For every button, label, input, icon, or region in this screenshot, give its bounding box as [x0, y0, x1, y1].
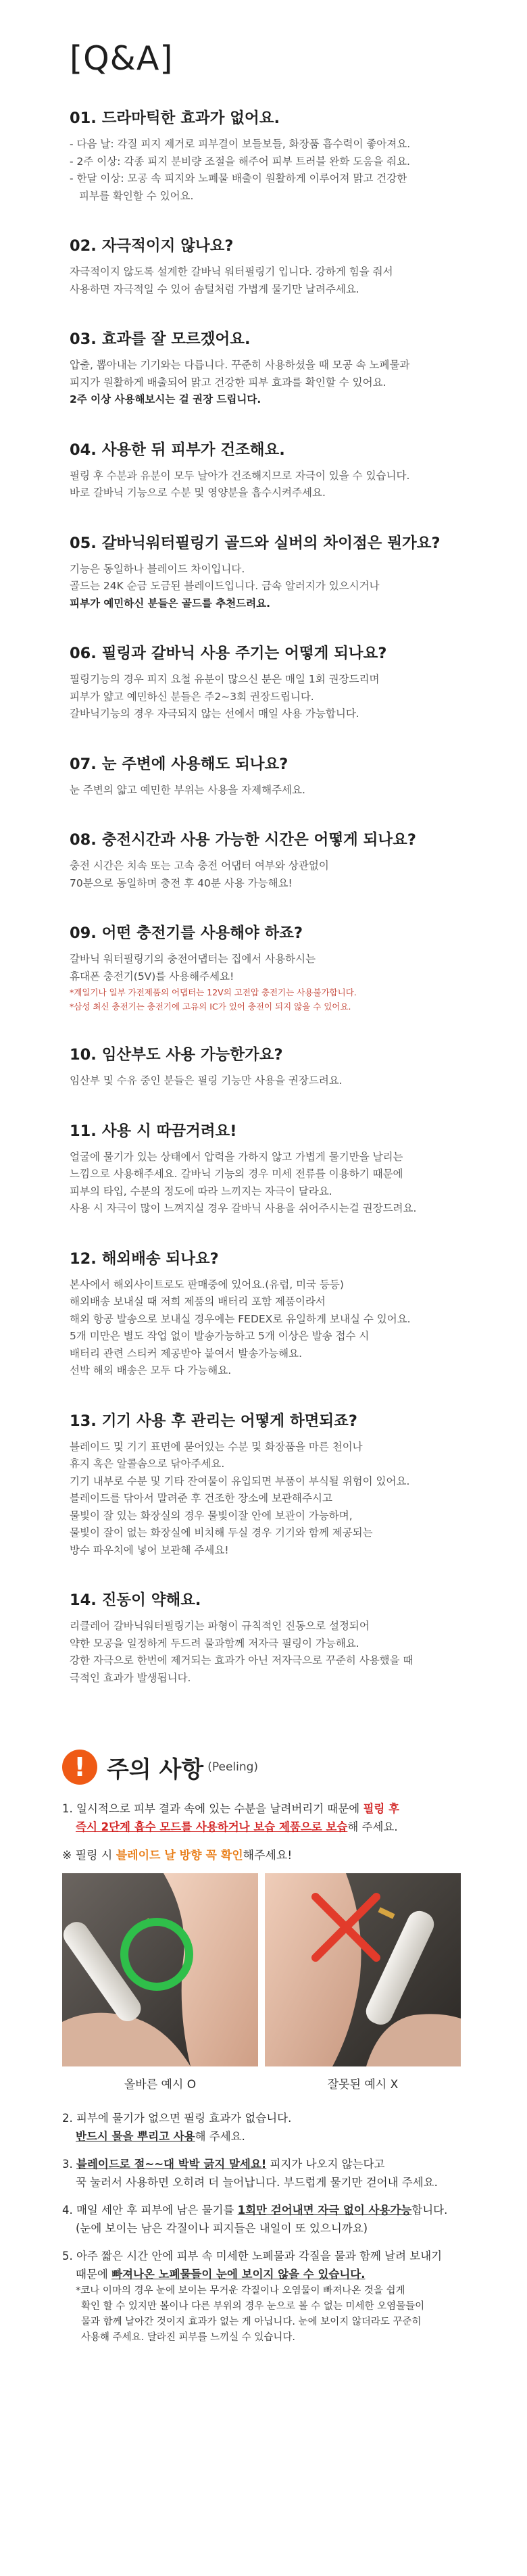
- qa-answer-line: - 한달 이상: 모공 속 피지와 노폐물 배출이 원활하게 이루어져 맑고 건강한: [70, 172, 407, 184]
- qa-item: [70, 1043, 457, 1090]
- correct-example-caption: 올바른 예시 O: [124, 2078, 197, 2091]
- qa-answer: [70, 1618, 457, 1687]
- qa-answer-line: 해외 항공 발송으로 보내실 경우에는 FEDEX로 유일하게 보내실 수 있어요.: [70, 1312, 411, 1325]
- qa-answer-line: 자극적이지 않도록 설계한 갈바닉 워터필링기 입니다. 강하게 힘을 줘서: [70, 266, 393, 278]
- qa-question: 10. 임산부도 사용 가능한가요?: [70, 1046, 283, 1064]
- wrong-example-caption: 잘못된 예시 X: [327, 2078, 399, 2091]
- qa-answer: [70, 782, 457, 799]
- qa-item: [70, 1119, 457, 1218]
- qa-answer-line: 휴대폰 충전기(5V)를 사용해주세요!: [70, 970, 234, 983]
- qa-answer-line: - 다음 날: 각질 피지 제거로 피부결이 보들보들, 화장품 흡수력이 좋아져요.: [70, 138, 411, 150]
- caution-item-1: 1. 일시적으로 피부 결과 속에 있는 수분을 날려버리기 때문에 필링 후 즉시 2단계 흡수 모드를 사용하거나 보습 제품으로 보습해 주세요.: [62, 1802, 400, 1833]
- qa-question: 03. 효과를 잘 모르겠어요.: [70, 330, 251, 348]
- qa-answer-line: 방수 파우치에 넣어 보관해 주세요!: [70, 1543, 229, 1556]
- qa-question: 01. 드라마틱한 효과가 없어요.: [70, 109, 280, 127]
- qa-answer-line: 본사에서 해외사이트로도 판매중에 있어요.(유럽, 미국 등등): [70, 1278, 344, 1291]
- correct-example-illustration: [62, 1873, 258, 2066]
- qa-answer-line: 필링 후 수분과 유분이 모두 날아가 건조해지므로 자극이 있을 수 있습니다.: [70, 469, 410, 482]
- qa-answer-line: 느낌으로 사용해주세요. 갈바닉 기능의 경우 미세 전류를 이용하기 때문에: [70, 1168, 403, 1180]
- qa-question: 12. 해외배송 되나요?: [70, 1249, 219, 1268]
- qa-answer: [70, 951, 457, 1014]
- qa-question: 14. 진동이 약해요.: [70, 1591, 201, 1609]
- qa-answer-line: 블레이드 및 기기 표면에 묻어있는 수분 및 화장품을 마른 천이나: [70, 1440, 363, 1453]
- qa-answer-line: 임산부 및 수유 중인 분들은 필링 기능만 사용을 권장드려요.: [70, 1074, 343, 1087]
- qa-answer-line: 70분으로 동일하며 충전 후 40분 사용 가능해요!: [70, 876, 293, 889]
- qa-answer-line: 휴지 혹은 알콜솜으로 닦아주세요.: [70, 1458, 225, 1470]
- qa-answer-line: 골드는 24K 순금 도금된 블레이드입니다. 금속 알러지가 있으시거나: [70, 580, 380, 592]
- qa-item: [70, 327, 457, 409]
- qa-question: 04. 사용한 뒤 피부가 건조해요.: [70, 441, 285, 459]
- qa-answer: [70, 1277, 457, 1380]
- qa-answer-line: 약한 모공을 일정하게 두드려 물과함께 저자극 필링이 가능해요.: [70, 1637, 359, 1650]
- qa-item: [70, 234, 457, 298]
- photo-captions: [62, 2075, 468, 2091]
- qa-answer: [70, 561, 457, 613]
- qa-item: [70, 1247, 457, 1380]
- qa-question: 13. 기기 사용 후 관리는 어떻게 하면되죠?: [70, 1412, 357, 1430]
- qa-answer: [70, 1439, 457, 1560]
- qa-question: 06. 필링과 갈바닉 사용 주기는 어떻게 되나요?: [70, 645, 387, 662]
- qa-item: [70, 531, 457, 613]
- qa-answer-line: 피부를 확인할 수 있어요.: [79, 189, 194, 202]
- example-photos: [62, 1873, 468, 2066]
- qa-answer-line: 압출, 뽑아내는 기기와는 다릅니다. 꾸준히 사용하셨을 때 모공 속 노폐물과: [70, 359, 410, 371]
- qa-answer-line: - 2주 이상: 각종 피지 분비량 조절을 해주어 피부 트러블 완화 도움을 줘요.: [70, 155, 410, 168]
- wrong-example-photo: [265, 1873, 461, 2066]
- qa-answer: [70, 264, 457, 298]
- qa-answer-line: 눈 주변의 얇고 예민한 부위는 사용을 자제해주세요.: [70, 783, 305, 796]
- caution-header: [62, 1750, 468, 1785]
- qa-answer: [70, 1149, 457, 1218]
- qa-item: [70, 438, 457, 502]
- qa-answer-line: 해외배송 보내실 때 저희 제품의 배터리 포함 제품이라서: [70, 1295, 326, 1308]
- qa-answer-line: 피부의 타입, 수분의 정도에 따라 느끼지는 자극이 달라요.: [70, 1185, 332, 1197]
- qa-title: [Q&A]: [70, 39, 174, 78]
- qa-answer-line: 기능은 동일하나 블레이드 차이입니다.: [70, 562, 245, 575]
- qa-item: [70, 1588, 457, 1687]
- warning-icon: !: [62, 1750, 97, 1785]
- qa-item: [70, 106, 457, 205]
- qa-answer-line: 바로 갈바닉 기능으로 수분 및 영양분을 흡수시켜주세요.: [70, 487, 326, 499]
- qa-answer-line: 필링기능의 경우 피지 요철 유분이 많으신 분은 매일 1회 권장드리며: [70, 673, 380, 685]
- qa-answer-line: 충전 시간은 치속 또는 고속 충전 어댑터 여부와 상관없이: [70, 860, 329, 872]
- qa-list: [70, 106, 457, 1687]
- qa-answer-line: 얼굴에 물기가 있는 상태에서 압력을 가하지 않고 가볍게 물기만을 날리는: [70, 1150, 403, 1163]
- qa-answer-line: 배터리 관련 스티커 제공받아 붙여서 발송가능해요.: [70, 1347, 302, 1360]
- qa-answer: [70, 858, 457, 892]
- qa-answer-line: 2주 이상 사용해보시는 걸 권장 드립니다.: [70, 393, 261, 405]
- qa-answer-line: 물빛이 잘 있는 화장실의 경우 물빛이잘 안에 보관이 가능하며,: [70, 1509, 353, 1522]
- qa-answer-line: 물빛이 잘이 없는 화장실에 비치해 두실 경우 기기와 함께 제공되는: [70, 1527, 373, 1539]
- qa-answer-line: *삼성 최신 충전기는 충전기에 고유의 IC가 있어 충전이 되지 않을 수 있어요.: [70, 1001, 351, 1012]
- qa-answer: [70, 1072, 457, 1090]
- qa-answer-line: *계일기나 일부 가전제품의 어댑터는 12V의 고전압 충전기는 사용불가합니다.: [70, 987, 357, 997]
- qa-answer-line: 피지가 원활하게 배출되어 맑고 건강한 피부 효과를 확인할 수 있어요.: [70, 376, 386, 389]
- qa-question: 05. 갈바닉워터필링기 골드와 실버의 차이점은 뭔가요?: [70, 534, 441, 552]
- caution-title: 주의 사항: [107, 1756, 204, 1783]
- qa-answer-line: 리클레어 갈바닉워터필링기는 파형이 규칙적인 진동으로 설정되어: [70, 1620, 370, 1632]
- qa-answer: [70, 671, 457, 723]
- qa-answer-line: 선박 해외 배송은 모두 다 가능해요.: [70, 1364, 232, 1377]
- qa-answer-line: 피부가 얇고 예민하신 분들은 주2~3회 권장드립니다.: [70, 690, 314, 703]
- blade-direction-tip: ※ 필링 시 블레이드 날 방향 꼭 확인해주세요!: [62, 1849, 293, 1862]
- qa-answer-line: 피부가 예민하신 분들은 골드를 추천드려요.: [70, 597, 270, 610]
- wrong-example-illustration: [265, 1873, 461, 2066]
- qa-answer: [70, 357, 457, 409]
- qa-item: [70, 828, 457, 892]
- section-spacer: [0, 1716, 527, 1750]
- caution-item-2: 2. 피부에 물기가 없으면 필링 효과가 없습니다. 반드시 물을 뿌리고 사용해 주세요.: [62, 2112, 292, 2143]
- qa-item: [70, 641, 457, 723]
- caution-item-3: 3. 블레이드로 절~~대 박박 긁지 말세요! 피지가 나오지 않는다고 꾹 눌러서 사용하면 오히려 더 늘어납니다. 부드럽게 물기만 걷어내 주세요.: [62, 2158, 438, 2189]
- qa-answer-line: 갈바닉 워터필링기의 충전어댑터는 집에서 사용하시는: [70, 953, 316, 965]
- caution-item-4: 4. 매일 세안 후 피부에 남은 물기를 1회만 걷어내면 자극 없이 사용가능합니다. (눈에 보이는 남은 각질이나 피지들은 내일이 또 있으니까요): [62, 2204, 448, 2235]
- qa-question: 08. 충전시간과 사용 가능한 시간은 어떻게 되나요?: [70, 831, 416, 849]
- qa-answer-line: 강한 자극으로 한번에 제거되는 효과가 아닌 저자극으로 꾸준히 사용했을 때: [70, 1654, 413, 1666]
- qa-answer-line: 극적인 효과가 발생됩니다.: [70, 1671, 191, 1684]
- caution-section: [0, 1750, 527, 2346]
- qa-answer-line: 사용하면 자극적일 수 있어 솜털처럼 가볍게 물기만 날려주세요.: [70, 282, 359, 295]
- qa-item: [70, 752, 457, 799]
- qa-question: 02. 자극적이지 않나요?: [70, 237, 234, 255]
- qa-answer: [70, 136, 457, 205]
- caution-item-5: 5. 아주 짧은 시간 안에 피부 속 미세한 노폐물과 각질을 물과 함께 날려 보내기 때문에 빠져나온 노폐물들이 눈에 보이지 않을 수 있습니다. *코나 이마의 경우 눈에 보이는 무거운 각질이나 오염물이 빠져나온 것을 쉽게 확인 할 수 있지만 볼이나 다른 부위의 경우 눈으로 볼 수 없는 미세한 오염물들이 물과 함께 날아간 것이지 효과가 없는 게 아닙니다. 눈에 보이지 않더라도 꾸준히 사용해 주세요. 달라진 피부를 느끼실 수 있습니다.: [62, 2250, 443, 2343]
- qa-answer-line: 기기 내부로 수분 및 기타 잔여물이 유입되면 부품이 부식될 위험이 있어요.: [70, 1475, 410, 1487]
- qa-question: 09. 어떤 충전기를 사용해야 하죠?: [70, 924, 303, 942]
- correct-example-photo: [62, 1873, 258, 2066]
- qa-item: [70, 921, 457, 1014]
- qa-answer-line: 사용 시 자극이 많이 느껴지실 경우 갈바닉 사용을 쉬어주시는걸 권장드려요.: [70, 1202, 417, 1214]
- qa-question: 07. 눈 주변에 사용해도 되나요?: [70, 755, 288, 773]
- qa-question: 11. 사용 시 따끔거려요!: [70, 1122, 237, 1140]
- qa-answer-line: 블레이드를 닦아서 말려준 후 건조한 장소에 보관해주시고: [70, 1492, 332, 1504]
- qa-answer-line: 5개 미만은 별도 작업 없이 발송가능하고 5개 이상은 발송 접수 시: [70, 1330, 370, 1342]
- qa-item: [70, 1409, 457, 1560]
- qa-answer-line: 갈바닉기능의 경우 자극되지 않는 선에서 매일 사용 가능합니다.: [70, 708, 359, 720]
- caution-subtitle: (Peeling): [207, 1760, 259, 1774]
- qa-answer: [70, 468, 457, 502]
